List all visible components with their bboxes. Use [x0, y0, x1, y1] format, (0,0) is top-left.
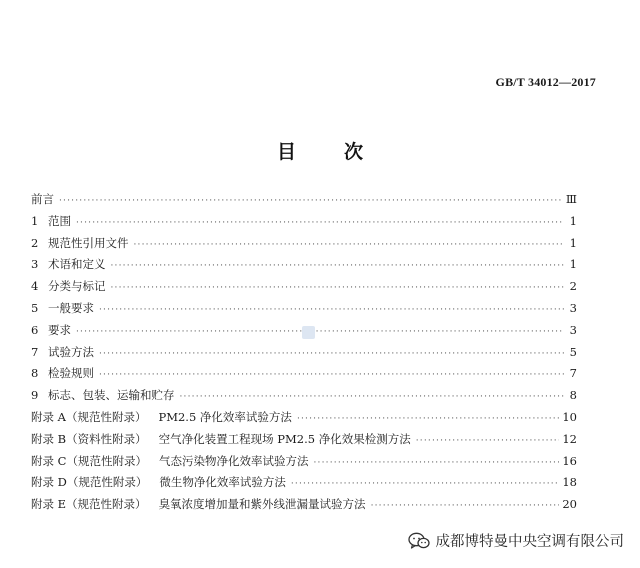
toc-entry[interactable] [31, 387, 577, 409]
toc-entry[interactable] [31, 278, 577, 300]
toc-entry-number: 9 [31, 388, 39, 403]
toc-entry-page: 1 [569, 235, 577, 250]
wechat-icon [408, 532, 430, 550]
toc-leader [99, 370, 564, 380]
toc-entry-label: 气态污染物净化效率试验方法 [158, 453, 309, 468]
toc-entry-label: 术语和定义 [48, 257, 106, 272]
toc-entry-label: 范围 [48, 213, 71, 228]
toc-entry-label: 要求 [48, 322, 71, 337]
toc-appendix-tag: 附录 C（规范性附录） [31, 453, 147, 468]
toc-entry-label: 规范性引用文件 [48, 235, 129, 250]
toc-entry-number: 2 [31, 235, 39, 250]
toc-entry-page: Ⅲ [565, 192, 577, 206]
toc-appendix-tag: 附录 B（资料性附录） [31, 431, 147, 446]
toc-entry-label: 标志、包装、运输和贮存 [48, 388, 175, 403]
toc-entry-number: 4 [31, 279, 39, 294]
toc-entry-label: 臭氧浓度增加量和紫外线泄漏量试验方法 [158, 497, 366, 512]
table-of-contents [31, 191, 577, 518]
toc-leader [111, 283, 565, 293]
toc-entry-number: 1 [31, 213, 39, 228]
toc-appendix-entry[interactable] [31, 453, 577, 475]
toc-appendix-tag: 附录 E（规范性附录） [31, 497, 147, 512]
toc-entry-number: 6 [31, 322, 39, 337]
toc-entry-number: 7 [31, 344, 39, 359]
watermark [408, 530, 625, 551]
toc-appendix-entry[interactable] [31, 431, 577, 453]
toc-entry-page: 3 [569, 322, 577, 337]
toc-appendix-entry[interactable] [31, 474, 577, 496]
toc-entry-label: 空气净化装置工程现场 PM2.5 净化效果检测方法 [158, 431, 411, 446]
toc-entry-page: 8 [569, 388, 577, 403]
toc-entry[interactable] [31, 235, 577, 257]
toc-entry-page: 1 [569, 213, 577, 228]
toc-entry-label: PM2.5 净化效率试验方法 [158, 409, 292, 424]
toc-leader [297, 414, 559, 424]
toc-entry-page: 18 [562, 475, 577, 490]
toc-entry-page: 5 [569, 344, 577, 359]
standard-code: GB/T 34012—2017 [495, 75, 596, 89]
toc-entry[interactable] [31, 365, 577, 387]
toc-leader [59, 196, 563, 206]
watermark-text: 成都博特曼中央空调有限公司 [435, 534, 624, 550]
toc-entry-label: 试验方法 [48, 344, 94, 359]
toc-entry-number: 8 [31, 366, 39, 381]
toc-leader [291, 479, 559, 489]
toc-entry-label: 微生物净化效率试验方法 [159, 475, 286, 490]
toc-entry-label: 前言 [31, 192, 54, 206]
toc-appendix-tag: 附录 D（规范性附录） [31, 475, 148, 490]
toc-leader [99, 349, 564, 359]
toc-leader [180, 392, 565, 402]
toc-entry-number: 5 [31, 300, 39, 315]
toc-leader [76, 327, 564, 337]
toc-entry-number: 3 [31, 257, 39, 272]
toc-entry-label: 一般要求 [48, 300, 94, 315]
toc-entry-page: 3 [569, 300, 577, 315]
center-marker [302, 326, 315, 339]
toc-entry-preface[interactable] [31, 191, 577, 213]
toc-entry-label: 检验规则 [48, 366, 94, 381]
toc-leader [134, 240, 565, 250]
toc-entry-page: 1 [569, 257, 577, 272]
toc-leader [76, 218, 564, 228]
page-title: 目次 [276, 141, 411, 163]
toc-entry-page: 20 [562, 497, 577, 512]
toc-entry-page: 7 [569, 366, 577, 381]
toc-entry[interactable] [31, 256, 577, 278]
toc-entry-page: 12 [562, 431, 577, 446]
toc-entry[interactable] [31, 213, 577, 235]
toc-appendix-entry[interactable] [31, 409, 577, 431]
toc-entry[interactable] [31, 344, 577, 366]
toc-entry[interactable] [31, 300, 577, 322]
toc-leader [111, 261, 565, 271]
toc-leader [416, 436, 560, 446]
toc-leader [313, 458, 559, 468]
toc-entry-page: 16 [562, 453, 577, 468]
toc-entry-label: 分类与标记 [48, 279, 106, 294]
toc-appendix-entry[interactable] [31, 496, 577, 518]
toc-leader [371, 501, 560, 511]
toc-entry-page: 2 [569, 279, 577, 294]
toc-entry-page: 10 [562, 409, 577, 424]
toc-leader [99, 305, 564, 315]
toc-appendix-tag: 附录 A（规范性附录） [31, 409, 147, 424]
